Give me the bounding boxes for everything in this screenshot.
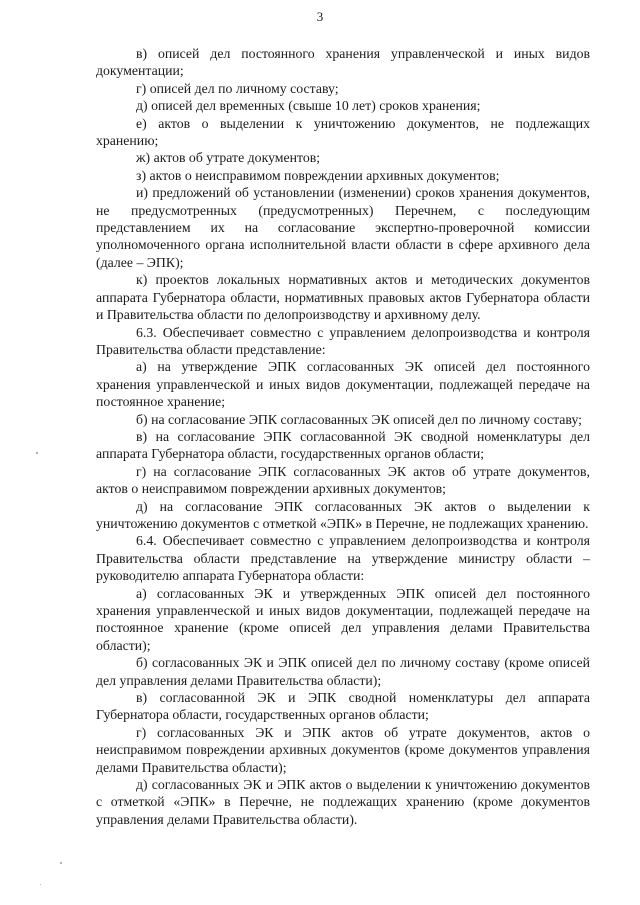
- paragraph-6-4-g: г) согласованных ЭК и ЭПК актов об утрате документов, актов о неисправимом повреждении архивных документов (кроме документов управления делами Правительства области);: [96, 724, 590, 775]
- paragraph-6-4-v: в) согласованной ЭК и ЭПК сводной номенклатуры дел аппарата Губернатора области, государственных органов области;: [96, 690, 590, 723]
- paragraph-k-draft-acts: к) проектов локальных нормативных актов и методических документов аппарата Губернатора области, нормативных правовых актов Губернатора области и Правительства области по делопроизводству и архивному делу.: [96, 272, 590, 323]
- paragraph-e-destruction-acts: е) актов о выделении к уничтожению документов, не подлежащих хранению;: [96, 115, 590, 149]
- paragraph-6-3-g: г) на согласование ЭПК согласованных ЭК актов об утрате документов, актов о неисправимом повреждении архивных документов;: [96, 463, 590, 497]
- paragraph-i-retention-proposals: и) предложений об установлении (изменении) сроков хранения документов, не предусмотренных (предусмотренных) Перечнем, с последующим представлением их на согласование экспертно-проверочной комиссии уполномоченного органа исполнительной власти области в сфере архивного дела (далее – ЭПК);: [96, 185, 590, 270]
- paragraph-6-3-v: в) на согласование ЭПК согласованной ЭК сводной номенклатуры дел аппарата Губернатора области, государственных органов области;: [96, 428, 590, 462]
- paragraph-6-3-a: а) на утверждение ЭПК согласованных ЭК описей дел постоянного хранения управленческой и иных видов документации, подлежащей передаче на постоянное хранение;: [96, 359, 590, 410]
- scan-speck: [36, 452, 38, 454]
- scan-speck: [40, 884, 41, 885]
- section-6-3-heading: 6.3. Обеспечивает совместно с управлением делопроизводства и контроля Правительства области представление:: [96, 324, 590, 357]
- document-body: [96, 45, 590, 828]
- paragraph-6-3-d: д) на согласование ЭПК согласованных ЭК актов о выделении к уничтожению документов с отметкой «ЭПК» в Перечне, не подлежащих хранению.: [96, 498, 590, 531]
- paragraph-6-4-a: а) согласованных ЭК и утвержденных ЭПК описей дел постоянного хранения управленческой и иных видов документации, подлежащей передаче на постоянное хранение (кроме описей дел управления делами Правительства области);: [96, 585, 590, 653]
- section-6-4-heading: 6.4. Обеспечивает совместно с управлением делопроизводства и контроля Правительства области представление на утверждение министру области – руководителю аппарата Губернатора области:: [96, 533, 590, 584]
- paragraph-d-inventories-temporary: д) описей дел временных (свыше 10 лет) сроков хранения;: [136, 98, 481, 114]
- paragraph-zh-loss-acts: ж) актов об утрате документов;: [136, 150, 321, 166]
- scan-speck: [60, 862, 62, 864]
- paragraph-6-4-d: д) согласованных ЭК и ЭПК актов о выделении к уничтожению документов с отметкой «ЭПК» в Перечне, не подлежащих хранению (кроме документов управления делами Правительства области).: [96, 777, 590, 827]
- paragraph-6-4-b: б) согласованных ЭК и ЭПК описей дел по личному составу (кроме описей дел управления делами Правительства области);: [96, 655, 590, 688]
- paragraph-z-damage-acts: з) актов о неисправимом повреждении архивных документов;: [136, 167, 500, 183]
- page-number: 3: [316, 9, 324, 24]
- paragraph-v-inventories-permanent: в) описей дел постоянного хранения управленческой и иных видов документации;: [96, 46, 590, 79]
- paragraph-g-inventories-personnel: г) описей дел по личному составу;: [136, 80, 339, 96]
- paragraph-6-3-b: б) на согласование ЭПК согласованных ЭК описей дел по личному составу;: [136, 411, 582, 427]
